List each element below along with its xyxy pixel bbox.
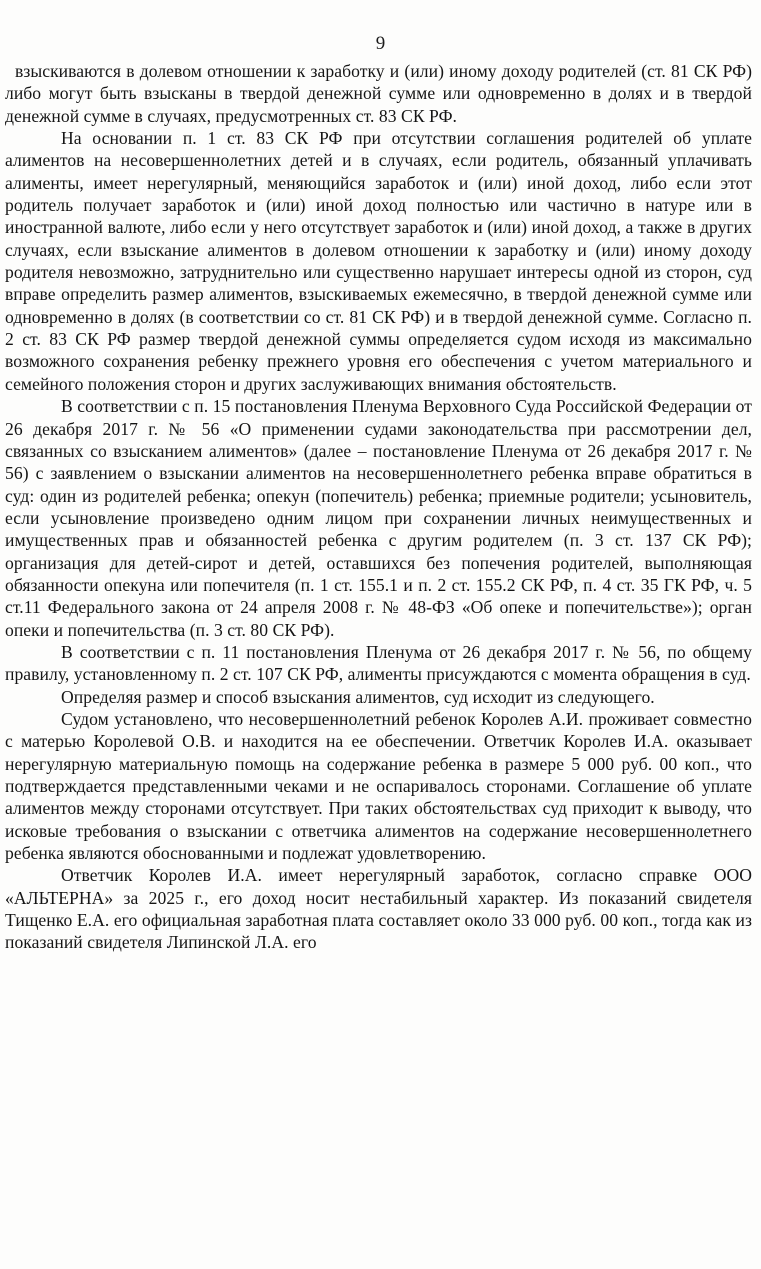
paragraph-1: взыскиваются в долевом отношении к заработку и (или) иному доходу родителей (ст. 81 СК РФ) либо могут быть взысканы в твердой денежной сумме или одновременно в долях и в твердой денежной сумме в случаях, предусмотренных ст. 83 СК РФ.	[5, 61, 752, 126]
paragraph-2: На основании п. 1 ст. 83 СК РФ при отсутствии соглашения родителей об уплате алиментов на несовершеннолетних детей и в случаях, если родитель, обязанный уплачивать алименты, имеет нерегулярный, меняющийся заработок и (или) иной доход, либо если этот родитель получает заработок и (или) иной доход полностью или частично в натуре или в иностранной валюте, либо если у него отсутствует заработок и (или) иной доход, а также в других случаях, если взыскание алиментов в долевом отношении к заработку и (или) иному доходу родителя невозможно, затруднительно или существенно нарушает интересы одной из сторон, суд вправе определить размер алиментов, взыскиваемых ежемесячно, в твердой денежной сумме или одновременно в долях (в соответствии со ст. 81 СК РФ) и в твердой денежной сумме. Согласно п. 2 ст. 83 СК РФ размер твердой денежной суммы определяется судом исходя из максимально возможного сохранения ребенку прежнего уровня его обеспечения с учетом материального и семейного положения сторон и других заслуживающих внимания обстоятельств.	[5, 128, 752, 394]
document-body	[5, 60, 752, 954]
paragraph-4: В соответствии с п. 11 постановления Пленума от 26 декабря 2017 г. № 56, по общему правилу, установленному п. 2 ст. 107 СК РФ, алименты присуждаются с момента обращения в суд.	[5, 641, 752, 685]
paragraph-5: Определяя размер и способ взыскания алиментов, суд исходит из следующего.	[61, 686, 655, 707]
page-number: 9	[375, 33, 386, 54]
paragraph-7: Ответчик Королев И.А. имеет нерегулярный заработок, согласно справке ООО «АЛЬТЕРНА» за 2025 г., его доход носит нестабильный характер. Из показаний свидетеля Тищенко Е.А. его официальная заработная плата составляет около 33 000 руб. 00 коп., тогда как из показаний свидетеля Липинской Л.А. его	[5, 865, 752, 953]
paragraph-6: Судом установлено, что несовершеннолетний ребенок Королев А.И. проживает совместно с матерью Королевой О.В. и находится на ее обеспечении. Ответчик Королев И.А. оказывает нерегулярную материальную помощь на содержание ребенка в размере 5 000 руб. 00 коп., что подтверждается представленными чеками и не оспаривалось сторонами. Соглашение об уплате алиментов между сторонами отсутствует. При таких обстоятельствах суд приходит к выводу, что исковые требования о взыскании с ответчика алиментов на содержание несовершеннолетнего ребенка являются обоснованными и подлежат удовлетворению.	[5, 708, 752, 864]
paragraph-3: В соответствии с п. 15 постановления Пленума Верховного Суда Российской Федерации от 26 декабря 2017 г. № 56 «О применении судами законодательства при рассмотрении дел, связанных со взысканием алиментов» (далее – постановление Пленума от 26 декабря 2017 г. № 56) с заявлением о взыскании алиментов на несовершеннолетнего ребенка вправе обратиться в суд: один из родителей ребенка; опекун (попечитель) ребенка; приемные родители; усыновитель, если усыновление произведено одним лицом при сохранении личных неимущественных и имущественных прав и обязанностей ребенка с другим родителем (п. 3 ст. 137 СК РФ); организация для детей-сирот и детей, оставшихся без попечения родителей, выполняющая обязанности опекуна или попечителя (п. 1 ст. 155.1 и п. 2 ст. 155.2 СК РФ, п. 4 ст. 35 ГК РФ, ч. 5 ст.11 Федерального закона от 24 апреля 2008 г. № 48-ФЗ «Об опеке и попечительстве»); орган опеки и попечительства (п. 3 ст. 80 СК РФ).	[5, 396, 752, 640]
